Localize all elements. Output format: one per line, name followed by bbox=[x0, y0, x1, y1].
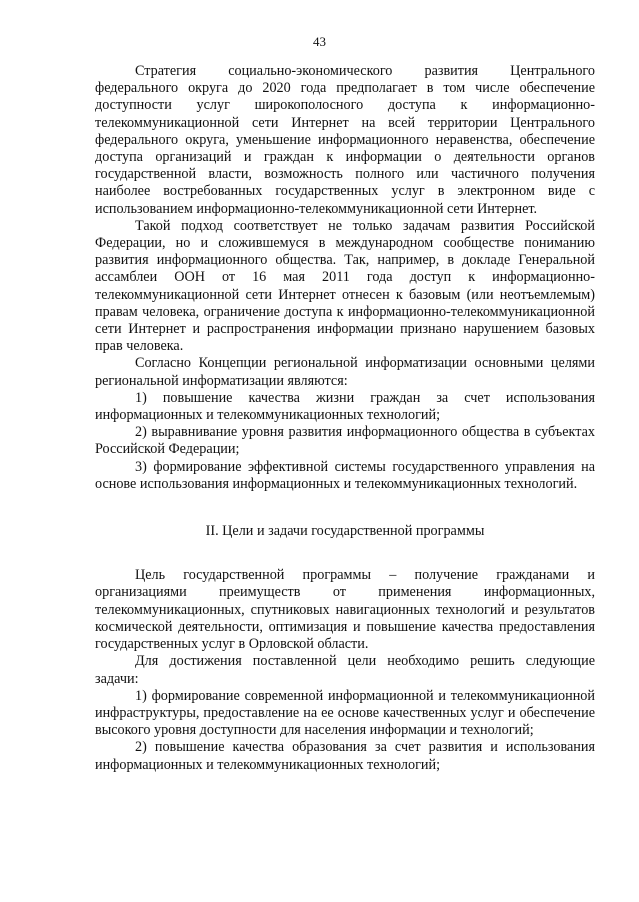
paragraph-tasks-intro: Для достижения поставленной цели необходимо решить следующие задачи: bbox=[95, 653, 595, 687]
list-item-goal-2: 2) выравнивание уровня развития информационного общества в субъектах Российской Федерации; bbox=[95, 424, 595, 458]
paragraph-approach: Такой подход соответствует не только задачам развития Российской Федерации, но и сложившемуся в международном сообществе пониманию развития информационного общества. Так, например, в докладе Генеральной ассамблеи ООН от 16 мая 2011 года доступ к информационно-телекоммуникационной сети Интернет отнесен к базовым (или неотъемлемым) правам человека, ограничение доступа к информационно-телекоммуникационной сети Интернет и распространения информации признано нарушением базовых прав человека. bbox=[95, 217, 595, 355]
page-content bbox=[95, 63, 595, 774]
list-item-task-1: 1) формирование современной информационной и телекоммуникационной инфраструктуры, предоставление на ее основе качественных услуг и обеспечение высокого уровня доступности для населения информации и технологий; bbox=[95, 687, 595, 739]
section-heading: II. Цели и задачи государственной программы bbox=[205, 523, 485, 540]
list-item-goal-1: 1) повышение качества жизни граждан за счет использования информационных и телекоммуникационных технологий; bbox=[95, 389, 595, 424]
paragraph-concept: Согласно Концепции региональной информатизации основными целями региональной информатизации являются: bbox=[95, 355, 595, 389]
list-item-goal-3: 3) формирование эффективной системы государственного управления на основе использования информационных и телекоммуникационных технологий. bbox=[95, 458, 595, 492]
page-number: 43 bbox=[313, 34, 326, 49]
list-item-task-2: 2) повышение качества образования за счет развития и использования информационных и телекоммуникационных технологий; bbox=[95, 739, 595, 773]
paragraph-strategy: Стратегия социально-экономического развития Центрального федерального округа до 2020 года предполагает в том числе обеспечение доступности услуг широкополосного доступа к информационно-телекоммуникационной сети Интернет на всей территории Центрального федерального округа, уменьшение информационного неравенства, обеспечение доступа организаций и граждан к информации о деятельности органов государственной власти, возможность полного или частичного получения наиболее востребованных государственных услуг в электронном виде с использованием информационно-телекоммуникационной сети Интернет. bbox=[95, 63, 595, 217]
paragraph-program-goal: Цель государственной программы – получение гражданами и организациями преимуществ от применения информационных, телекоммуникационных, спутниковых навигационных технологий и результатов космической деятельности, оптимизация и повышение качества предоставления государственных услуг в Орловской области. bbox=[95, 567, 595, 653]
